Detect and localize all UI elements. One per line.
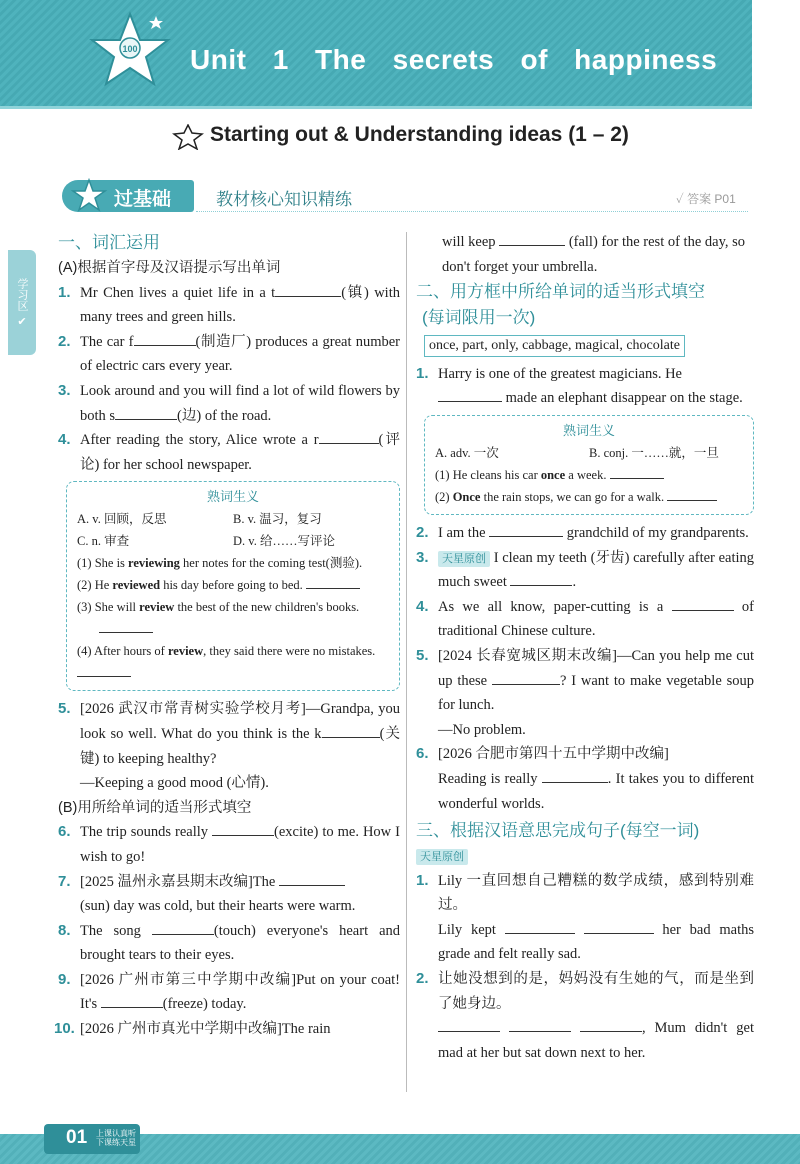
sentence-text: (1) He cleans his car bbox=[435, 467, 541, 482]
section-title-text: Starting out & Understanding ideas (1 – 2) bbox=[210, 123, 629, 146]
question-text: I clean my teeth (牙齿) carefully after eating much sweet bbox=[438, 549, 755, 591]
question-text: will keep bbox=[442, 234, 496, 250]
sentence-text: his day before going to bed. bbox=[160, 578, 303, 593]
question-text: Lily kept bbox=[438, 921, 496, 938]
left-column bbox=[54, 230, 401, 1042]
question-source: [2026 合肥市第四十五中学期中改编] bbox=[438, 746, 669, 763]
answer-blank[interactable] bbox=[99, 618, 153, 633]
answer-blank[interactable] bbox=[319, 429, 379, 444]
question-10 bbox=[54, 1017, 400, 1042]
question-r5 bbox=[416, 644, 754, 742]
question-number: 5. bbox=[58, 700, 71, 718]
question-text: —No problem. bbox=[438, 721, 526, 738]
word-bank: once, part, only, cabbage, magical, chocolate bbox=[424, 335, 685, 357]
answer-blank[interactable] bbox=[438, 387, 502, 402]
question-number: 1. bbox=[416, 364, 429, 382]
checkmark-icon: ✔ bbox=[17, 316, 27, 328]
subheading-a: (A)根据首字母及汉语提示写出单词 bbox=[58, 260, 281, 276]
basics-tag-label: 过基础 bbox=[114, 189, 172, 210]
meaning-b: B. v. 温习，复习 bbox=[233, 512, 322, 527]
question-number: 1. bbox=[58, 283, 71, 301]
sentence-text: (2) He bbox=[77, 578, 113, 593]
answer-blank[interactable] bbox=[101, 993, 163, 1008]
question-text: , Mum didn't get mad at her but sat down next to her. bbox=[438, 1020, 755, 1061]
answer-blank[interactable] bbox=[580, 1017, 642, 1032]
question-3 bbox=[58, 379, 400, 428]
answer-blank[interactable] bbox=[438, 1017, 500, 1032]
section-title bbox=[172, 123, 629, 147]
sentence-keyword: review bbox=[167, 644, 204, 659]
question-4 bbox=[58, 428, 400, 477]
divider-dotted bbox=[196, 211, 748, 212]
answer-blank[interactable] bbox=[505, 919, 575, 934]
question-text: The rain bbox=[281, 1021, 331, 1038]
box-title: 熟词生义 bbox=[206, 489, 259, 505]
answer-blank[interactable] bbox=[212, 821, 274, 836]
meaning-a: A. adv. 一次 bbox=[435, 445, 499, 460]
question-text: As we all know, paper-cutting is a bbox=[438, 598, 664, 615]
answer-blank[interactable] bbox=[492, 670, 560, 685]
question-number: 3. bbox=[58, 381, 71, 399]
sentence-text: her notes for the coming test(测验). bbox=[179, 556, 363, 571]
side-tab-study-zone bbox=[8, 250, 36, 355]
question-text: Look around and you will find a lot of wild flowers by both s bbox=[80, 382, 400, 424]
question-number: 8. bbox=[58, 921, 71, 939]
sentence-text: the rain stops, we can go for a walk. bbox=[480, 489, 665, 504]
question-7 bbox=[58, 870, 400, 919]
question-r4 bbox=[416, 595, 754, 644]
question-text: (关键) to keeping healthy? bbox=[80, 725, 400, 767]
question-text: After reading the story, Alice wrote a r bbox=[80, 432, 319, 449]
answer-blank[interactable] bbox=[542, 768, 608, 783]
basics-subtitle: 教材核心知识精练 bbox=[216, 190, 352, 209]
box-sentence-1 bbox=[77, 552, 389, 574]
question-number: 7. bbox=[58, 872, 71, 890]
sentence-keyword: Once bbox=[452, 489, 481, 504]
unit-title: Unit 1 The secrets of happiness bbox=[190, 44, 718, 75]
section-heading-vocab: 一、词汇运用 bbox=[58, 233, 160, 252]
question-source: [2026 广州市第三中学期中改编] bbox=[80, 971, 297, 988]
question-9 bbox=[58, 968, 400, 1017]
question-number: 6. bbox=[416, 745, 429, 763]
star-mascot-small-icon bbox=[70, 178, 108, 214]
question-source: [2024 长春宽城区期末改编] bbox=[438, 647, 617, 664]
question-source: [2025 温州永嘉县期末改编] bbox=[80, 873, 253, 890]
question-text: (touch) everyone's heart and brought tears to their eyes. bbox=[80, 922, 401, 964]
original-tag: 天星原创 bbox=[416, 849, 468, 865]
question-text: (制造厂) produces a great number of electric cars every year. bbox=[80, 333, 400, 375]
question-text: —Keeping a good mood (心情). bbox=[80, 775, 269, 792]
question-text: . bbox=[572, 574, 577, 591]
sentence-keyword: review bbox=[139, 600, 175, 615]
page-number-badge bbox=[44, 1124, 140, 1154]
question-8 bbox=[58, 919, 400, 968]
question-text: of traditional Chinese culture. bbox=[438, 598, 754, 640]
answer-blank[interactable] bbox=[279, 871, 345, 886]
question-text: Reading is really bbox=[438, 770, 538, 787]
question-text: (边) of the road. bbox=[177, 407, 272, 424]
question-text: The song bbox=[80, 922, 141, 939]
question-text: Harry is one of the greatest magicians. He bbox=[438, 365, 682, 382]
question-10-continued bbox=[416, 230, 754, 279]
translation-1 bbox=[416, 869, 754, 967]
column-divider bbox=[406, 232, 407, 1092]
section-heading-word-box: 二、用方框中所给单词的适当形式填空 bbox=[416, 282, 705, 302]
question-number: 9. bbox=[58, 970, 71, 988]
question-1 bbox=[58, 281, 400, 330]
check-icon: ✓ bbox=[676, 192, 688, 206]
sentence-text: (2) bbox=[435, 489, 453, 504]
chinese-prompt: Lily 一直回想自己糟糕的数学成绩，感到特别难过。 bbox=[438, 872, 754, 914]
question-text: (sun) day was cold, but their hearts were warm. bbox=[80, 898, 356, 915]
answer-blank[interactable] bbox=[672, 596, 734, 611]
familiar-word-box-right bbox=[424, 415, 754, 515]
question-text: (镇) with many trees and green hills. bbox=[80, 284, 400, 326]
question-text: her bad maths grade and felt really sad. bbox=[438, 921, 755, 963]
question-r6 bbox=[416, 742, 754, 816]
question-text: The bbox=[252, 873, 276, 890]
translation-2 bbox=[416, 967, 754, 1065]
box-sentence-4 bbox=[77, 640, 389, 684]
answer-blank[interactable] bbox=[610, 464, 664, 479]
sentence-text: the best of the new children's books. bbox=[174, 600, 360, 615]
side-tab-label: 学习区 bbox=[16, 278, 28, 311]
sentence-text: , they said there were no mistakes. bbox=[203, 644, 376, 659]
question-number: 1. bbox=[416, 871, 429, 889]
box-sentence-1 bbox=[435, 464, 743, 486]
answer-blank[interactable] bbox=[509, 1017, 571, 1032]
question-text: (excite) to me. How I wish to go! bbox=[80, 824, 400, 865]
chinese-prompt: 让她没想到的是，妈妈没有生她的气，而是坐到了她身边。 bbox=[438, 971, 754, 1012]
answer-blank[interactable] bbox=[510, 571, 572, 586]
question-text: Mr Chen lives a quiet life in a t bbox=[80, 284, 276, 301]
question-source: [2026 广州市真光中学期中改编] bbox=[80, 1021, 282, 1038]
question-number: 2. bbox=[416, 523, 429, 541]
footer-slogan: 上课认真听 下课练天星 bbox=[96, 1129, 136, 1147]
question-text: —Grandpa, you look so well. What do you think is the k bbox=[80, 701, 401, 742]
box-sentence-2 bbox=[435, 486, 743, 508]
meaning-b: B. conj. 一……就，一旦 bbox=[589, 445, 719, 460]
question-2 bbox=[58, 330, 400, 379]
star-mascot-icon bbox=[86, 10, 182, 100]
answer-blank[interactable] bbox=[584, 919, 654, 934]
question-number: 6. bbox=[58, 823, 71, 841]
subheading-b: (B)用所给单词的适当形式填空 bbox=[58, 799, 252, 816]
question-text: (fall) for the rest of the day, so don't forget your umbrella. bbox=[442, 234, 746, 275]
question-text: —Can you help me cut up these bbox=[438, 647, 754, 689]
question-number: 5. bbox=[416, 646, 429, 664]
question-text: . It takes you to different wonderful worlds. bbox=[438, 770, 754, 812]
question-number: 2. bbox=[58, 332, 71, 350]
question-number: 10. bbox=[54, 1020, 75, 1038]
box-title: 熟词生义 bbox=[562, 422, 615, 438]
question-6 bbox=[58, 820, 400, 869]
mascot-label: 100 bbox=[122, 44, 138, 54]
answer-blank[interactable] bbox=[322, 723, 380, 738]
section-heading-word-box-note: (每词限用一次) bbox=[422, 308, 536, 328]
box-sentence-3 bbox=[77, 596, 389, 640]
question-text: Put on your coat! It's bbox=[80, 971, 401, 1013]
sentence-keyword: reviewing bbox=[128, 556, 180, 571]
question-text: I am the bbox=[438, 524, 486, 541]
right-column bbox=[416, 230, 754, 1065]
answer-blank[interactable] bbox=[77, 662, 131, 677]
question-r1 bbox=[416, 362, 754, 411]
original-tag: 天星原创 bbox=[438, 551, 490, 567]
question-text: made an elephant disappear on the stage. bbox=[505, 390, 743, 407]
meaning-a: A. v. 回顾，反思 bbox=[77, 512, 167, 527]
question-text: (评论) for her school newspaper. bbox=[80, 432, 400, 473]
sentence-text: (1) She is bbox=[77, 556, 129, 571]
question-r2 bbox=[416, 521, 754, 546]
question-r3 bbox=[416, 546, 754, 595]
answer-ref bbox=[676, 190, 736, 207]
sentence-keyword: reviewed bbox=[112, 578, 161, 593]
sentence-text: (3) She will bbox=[77, 600, 140, 615]
question-number: 2. bbox=[416, 970, 429, 988]
question-text: The car f bbox=[80, 333, 134, 350]
section-heading-translation: 三、根据汉语意思完成句子(每空一词) bbox=[416, 821, 700, 841]
question-number: 4. bbox=[416, 597, 429, 615]
question-source: [2026 武汉市常青树实验学校月考] bbox=[80, 701, 306, 718]
question-text: (freeze) today. bbox=[162, 996, 247, 1013]
sentence-text: a week. bbox=[565, 467, 607, 482]
answer-ref-text: 答案 P01 bbox=[687, 192, 736, 206]
question-5 bbox=[58, 697, 400, 795]
box-sentence-2 bbox=[77, 574, 389, 596]
question-number: 4. bbox=[58, 431, 71, 449]
answer-blank[interactable] bbox=[306, 574, 360, 589]
answer-blank[interactable] bbox=[275, 282, 341, 297]
question-text: The trip sounds really bbox=[80, 824, 209, 841]
page-number: 01 bbox=[66, 1127, 88, 1148]
answer-blank[interactable] bbox=[115, 405, 177, 420]
sentence-keyword: once bbox=[540, 467, 566, 482]
question-number: 3. bbox=[416, 548, 429, 566]
answer-blank[interactable] bbox=[667, 486, 717, 501]
sentence-text: (4) After hours of bbox=[77, 644, 168, 659]
meaning-d: D. v. 给……写评论 bbox=[233, 534, 335, 549]
meaning-c: C. n. 审查 bbox=[77, 534, 130, 549]
question-text: ? I want to make vegetable soup for lunch. bbox=[438, 672, 754, 714]
answer-blank[interactable] bbox=[134, 331, 196, 346]
question-text: grandchild of my grandparents. bbox=[566, 524, 749, 541]
answer-blank[interactable] bbox=[499, 231, 565, 246]
answer-blank[interactable] bbox=[152, 920, 214, 935]
familiar-word-box bbox=[66, 481, 400, 691]
answer-blank[interactable] bbox=[489, 522, 563, 537]
